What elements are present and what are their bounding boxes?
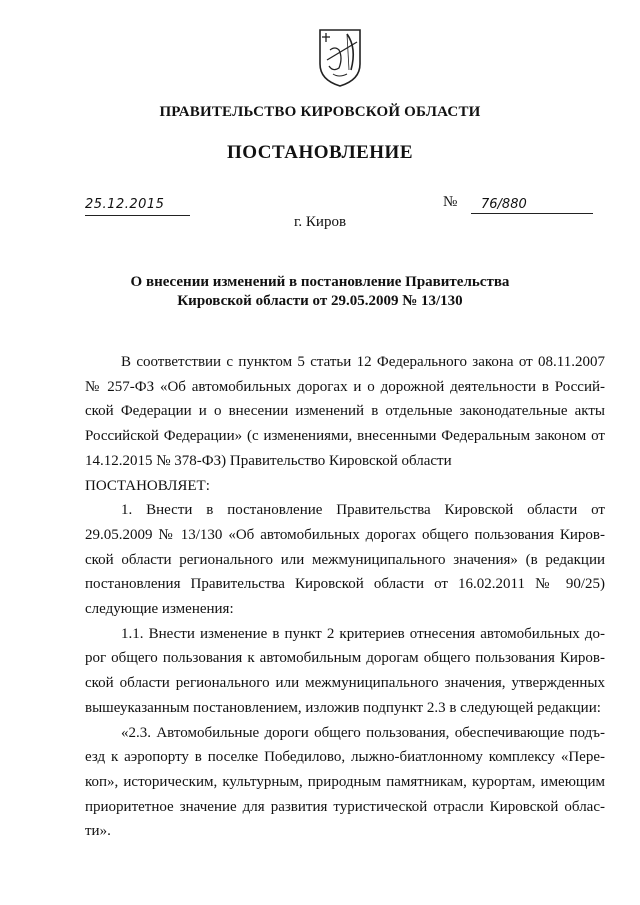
resolves-label: ПОСТАНОВЛЯЕТ: — [85, 477, 210, 494]
document-body — [85, 350, 605, 844]
number-sign: № — [443, 194, 458, 210]
document-type-title: ПОСТАНОВЛЕНИЕ — [226, 142, 414, 163]
document-number: 76/880 — [471, 197, 593, 214]
item-1-paragraph: 1. Внести в постановление Правительства Кировской области от 29.05.2009 № 13/130 «Об автомобильных дорогах общего пользования Кировской области регионального или межмуниципального значения» (в редакции постановления Правительства Кировской области от 16.02.2011 № 90/25) следующие изменения: — [85, 502, 605, 618]
document-subject — [0, 273, 640, 311]
item-1-1-paragraph: 1.1. Внести изменение в пункт 2 критериев отнесения автомобильных дорог общего пользования к автомобильным дорогам общего пользования Кировской области регионального или межмуниципального значения, утвержденных вышеуказанным постановлением, изложив подпункт 2.3 в следующей редакции: — [85, 625, 605, 716]
kirov-coat-of-arms-icon — [317, 28, 363, 88]
subject-line-1: О внесении изменений в постановление Правительства — [130, 274, 510, 290]
document-date: 25.12.2015 — [85, 197, 190, 216]
document-city: г. Киров — [293, 214, 347, 230]
preamble-paragraph: В соответствии с пунктом 5 статьи 12 Федерального закона от 08.11.2007 № 257-ФЗ «Об автомобильных дорогах и о дорожной деятельности в Российской Федерации и о внесении изменений в отдельные законодательные акты Российской Федерации» (с изменениями, внесенными Федеральным законом от 14.12.2015 № 378-ФЗ) Правительство Кировской области — [85, 354, 605, 469]
subject-line-2: Кировской области от 29.05.2009 № 13/130 — [177, 293, 463, 309]
document-number-block — [443, 194, 593, 214]
quote-paragraph: «2.3. Автомобильные дороги общего пользования, обеспечивающие подъезд к аэропорту в поселке Победилово, лыжно-биатлонному комплексу «Перекоп», историческим, культурным, природным памятникам, курортам, имеющим приоритетное значение для развития туристической отрасли Кировской области». — [85, 724, 605, 840]
organization-title: ПРАВИТЕЛЬСТВО КИРОВСКОЙ ОБЛАСТИ — [159, 104, 481, 120]
